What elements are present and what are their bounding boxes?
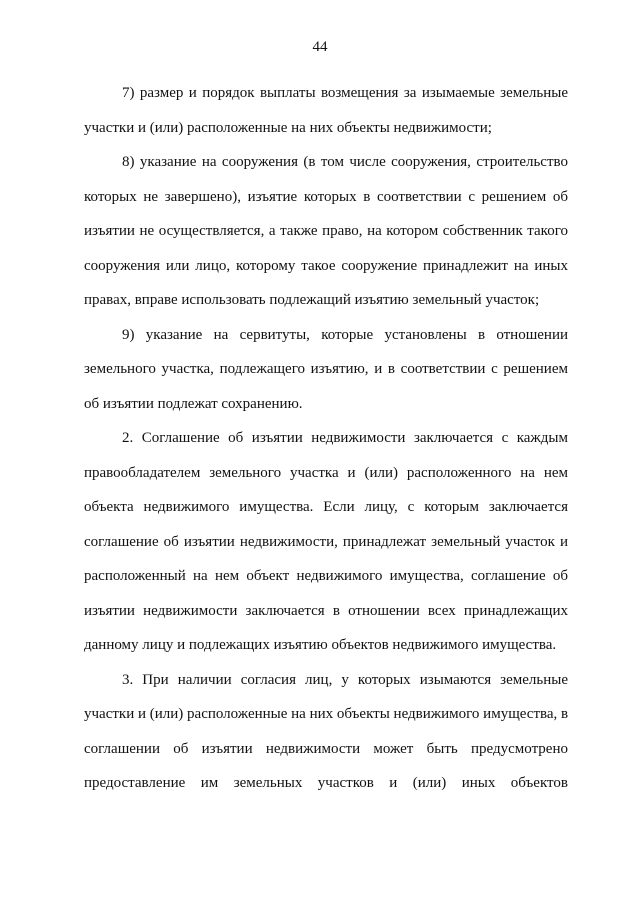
paragraph-item-8 [84, 145, 568, 318]
text-line: 3. При наличии согласия лиц, у которых изымаются земельные [122, 671, 568, 688]
text-line: данному лицу и подлежащих изъятию объектов недвижимого имущества. [84, 637, 557, 653]
paragraph-item-9 [84, 318, 568, 422]
text-line: объекта недвижимого имущества. Если лицу, с которым заключается [84, 499, 568, 515]
paragraph-section-3 [84, 663, 568, 801]
text-line: земельного участка, подлежащего изъятию, и в соответствии с решением [84, 361, 568, 377]
text-line: 2. Соглашение об изъятии недвижимости заключается с каждым [122, 430, 568, 446]
text-line: правообладателем земельного участка и (или) расположенного на нем [84, 464, 568, 481]
document-body [84, 76, 568, 801]
page-number: 44 [312, 39, 328, 55]
text-line: предоставление им земельных участков и (или) иных объектов [84, 775, 568, 791]
text-line: 8) указание на сооружения (в том числе сооружения, строительство [122, 154, 568, 170]
text-line: 9) указание на сервитуты, которые установлены в отношении [122, 326, 568, 343]
text-line: расположенный на нем объект недвижимого имущества, соглашение об [84, 568, 568, 584]
text-line: 7) размер и порядок выплаты возмещения за изымаемые земельные [122, 85, 568, 101]
text-line: которых не завершено), изъятие которых в соответствии с решением об [84, 188, 568, 205]
text-line: участки и (или) расположенные на них объекты недвижимости; [84, 119, 492, 136]
text-line: соглашение об изъятии недвижимости, принадлежат земельный участок и [84, 533, 568, 550]
text-line: соглашении об изъятии недвижимости может быть предусмотрено [84, 740, 568, 757]
text-line: об изъятии подлежат сохранению. [84, 395, 303, 412]
paragraph-item-7 [84, 76, 568, 145]
text-line: изъятии недвижимости заключается в отношении всех принадлежащих [84, 602, 568, 619]
text-line: сооружения или лицо, которому такое сооружение принадлежит на иных [84, 257, 568, 274]
text-line: изъятии не осуществляется, а также право, на котором собственник такого [84, 223, 568, 239]
text-line: правах, вправе использовать подлежащий изъятию земельный участок; [84, 292, 540, 308]
paragraph-section-2 [84, 421, 568, 663]
text-line: участки и (или) расположенные на них объекты недвижимого имущества, в [84, 706, 569, 722]
